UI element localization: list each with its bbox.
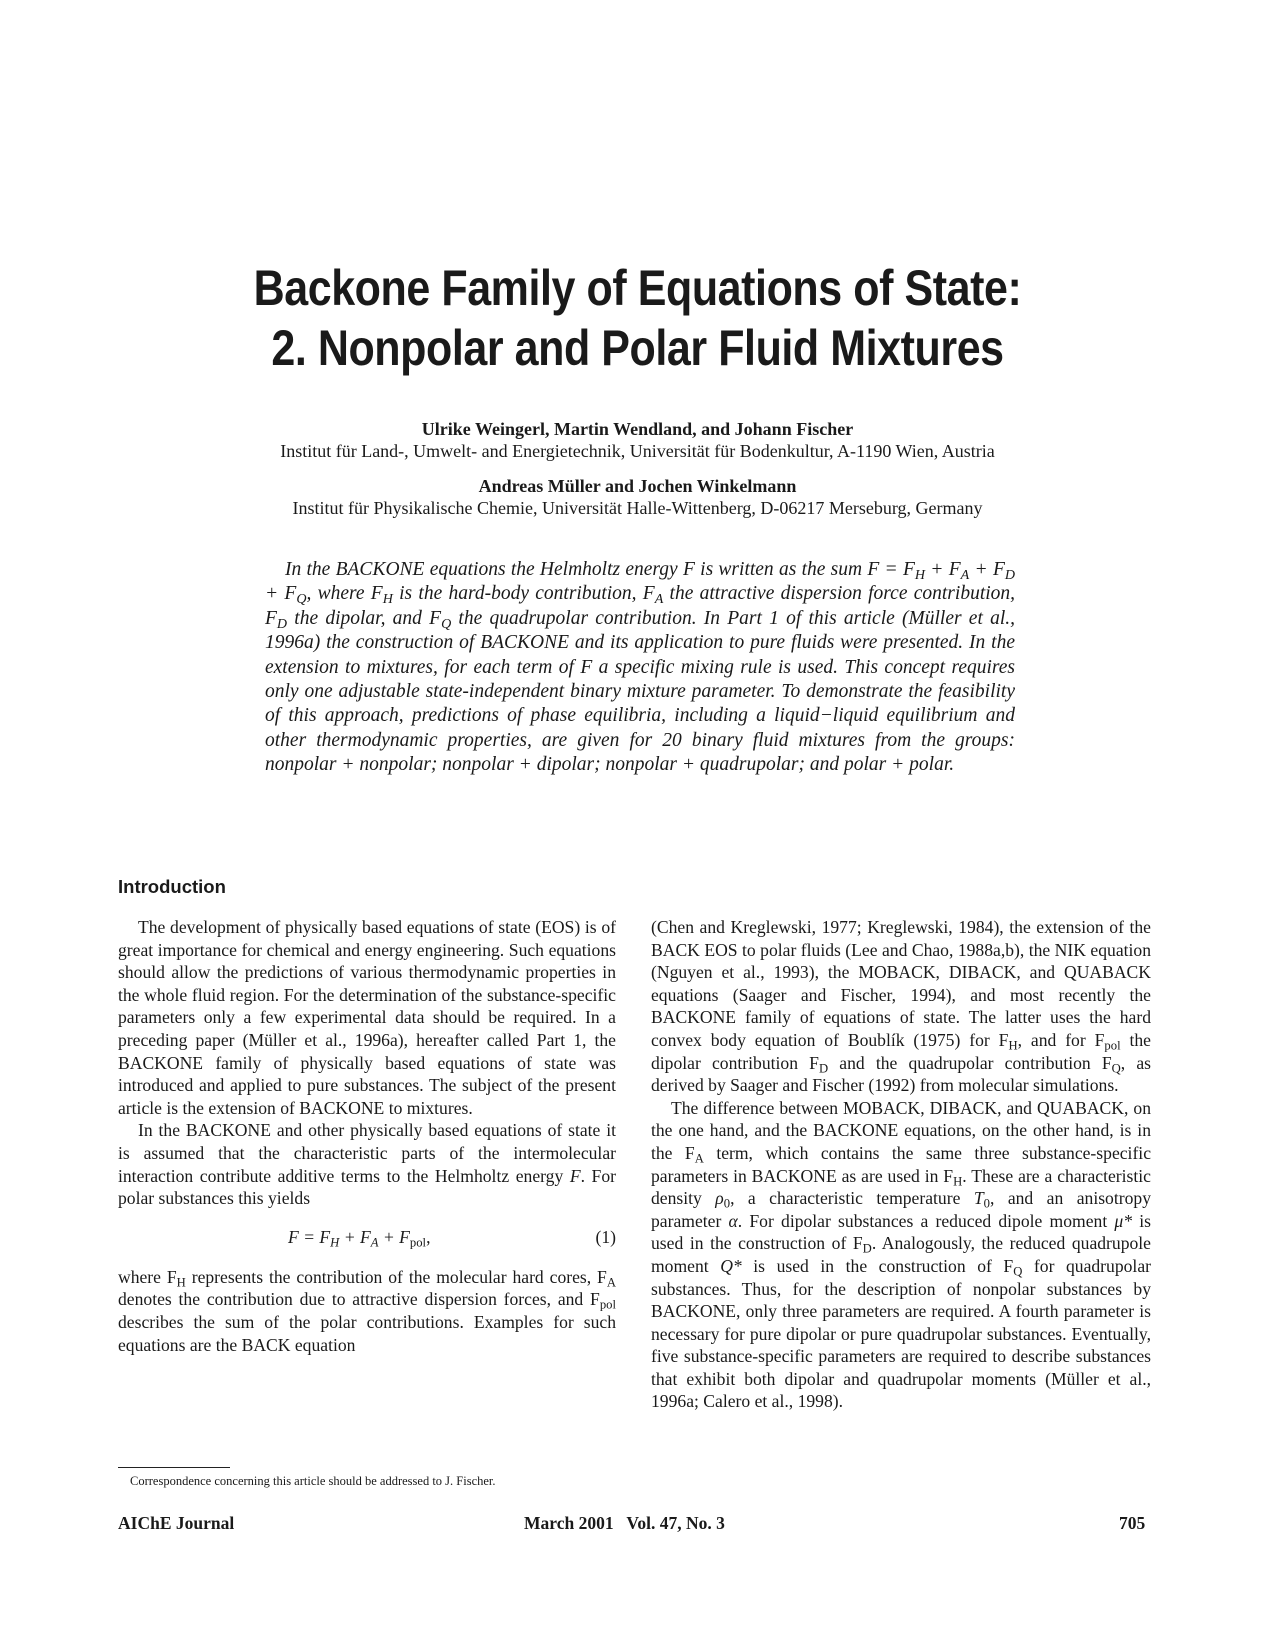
footnote: Correspondence concerning this article should be addressed to J. Fischer. (130, 1474, 496, 1488)
title-line-1: Backone Family of Equations of State: (253, 260, 1022, 316)
article-title (89, 258, 1186, 378)
author-group-2 (0, 475, 1275, 519)
title-line-2: 2. Nonpolar and Polar Fluid Mixtures (271, 320, 1004, 376)
footer-page-number: 705 (1119, 1513, 1146, 1533)
author-affiliation: Institut für Land-, Umwelt- and Energietechnik, Universität für Bodenkultur, A-1190 Wien, Austria (280, 441, 995, 461)
paragraph: where $F_H$ represents the contribution of the molecular hard cores, $F_A$ denotes the contribution due to attractive dispersion forces, and $F_{pol}$ describes the sum of the polar contributions. Examples for such equations are the BACK equation (118, 1266, 616, 1355)
left-column (118, 916, 616, 1356)
paragraph: (Chen and Kreglewski, 1977; Kreglewski, 1984), the extension of the BACK EOS to polar fluids (Lee and Chao, 1988a,b), the NIK equation (Nguyen et al., 1993), the MOBACK, DIBACK, and QUABACK equations (Saager and Fischer, 1994), and most recently the BACKONE family of equations of state. The latter uses the hard convex body equation of Boublík (1975) for $F_H$, and for $F_{pol}$ the dipolar contribution $F_D$ and the quadrupolar contribution $F_Q$, as derived by Saager and Fischer (1992) from molecular simulations. (651, 917, 1152, 1096)
paragraph: The difference between MOBACK, DIBACK, and QUABACK, on the one hand, and the BACKONE equations, on the other hand, is in the $F_A$ term, which contains the same three substance-specific parameters in BACKONE as are used in $F_H$. These are a characteristic density $\rho_0$, a characteristic temperature $T_0$, and an anisotropy parameter α. For dipolar substances a reduced dipole moment μ* is used in the construction of $F_D$. Analogously, the reduced quadrupole moment Q* is used in the construction of $F_Q$ for quadrupolar substances. Thus, for the description of nonpolar substances by BACKONE, only three parameters are required. A fourth parameter is necessary for pure dipolar or pure quadrupolar substances. Eventually, five substance-specific parameters are required to describe substances that exhibit both dipolar and quadrupolar moments (Müller et al., 1996a; Calero et al., 1998). (651, 1097, 1152, 1412)
footnote-rule (118, 1467, 230, 1468)
paragraph: In the BACKONE and other physically based equations of state it is assumed that the characteristic parts of the intermolecular interaction contribute additive terms to the Helmholtz energy F. For polar substances this yields (118, 1120, 616, 1209)
paragraph: The development of physically based equations of state (EOS) is of great importance for chemical and energy engineering. Such equations should allow the predictions of various thermodynamic properties in the whole fluid region. For the determination of the substance-specific parameters only a few experimental data should be required. In a preceding paper (Müller et al., 1996a), hereafter called Part 1, the BACKONE family of physically based equations of state was introduced and applied to pure substances. The subject of the present article is the extension of BACKONE to mixtures. (118, 917, 616, 1118)
equation-expression: $F = F_H + F_A + F_{pol}$, (288, 1226, 431, 1250)
author-affiliation: Institut für Physikalische Chemie, Universität Halle-Wittenberg, D-06217 Merseburg, Germany (292, 498, 983, 518)
author-names: Ulrike Weingerl, Martin Wendland, and Johann Fischer (421, 419, 854, 439)
footer-journal: AIChE Journal (118, 1513, 235, 1533)
footer-date-volume: March 2001 Vol. 47, No. 3 (524, 1513, 725, 1533)
equation-1 (118, 1210, 616, 1266)
author-names: Andreas Müller and Jochen Winkelmann (478, 476, 797, 496)
author-group-1 (0, 418, 1275, 462)
abstract: In the BACKONE equations the Helmholtz energy F is written as the sum $F = F_H + F_A + F_D + F_Q$, where $F_H$ is the hard-body contribution, $F_A$ the attractive dispersion force contribution, $F_D$ the dipolar, and $F_Q$ the quadrupolar contribution. In Part 1 of this article (Müller et al., 1996a) the construction of BACKONE and its application to pure fluids were presented. In the extension to mixtures, for each term of F a specific mixing rule is used. This concept requires only one adjustable state-independent binary mixture parameter. To demonstrate the feasibility of this approach, predictions of phase equilibria, including a liquid−liquid equilibrium and other thermodynamic properties, are given for 20 binary fluid mixtures from the groups: nonpolar + nonpolar; nonpolar + dipolar; nonpolar + quadrupolar; and polar + polar. (265, 559, 1016, 776)
equation-number: (1) (595, 1226, 616, 1247)
right-column (651, 916, 1151, 1413)
section-heading: Introduction (118, 876, 226, 897)
